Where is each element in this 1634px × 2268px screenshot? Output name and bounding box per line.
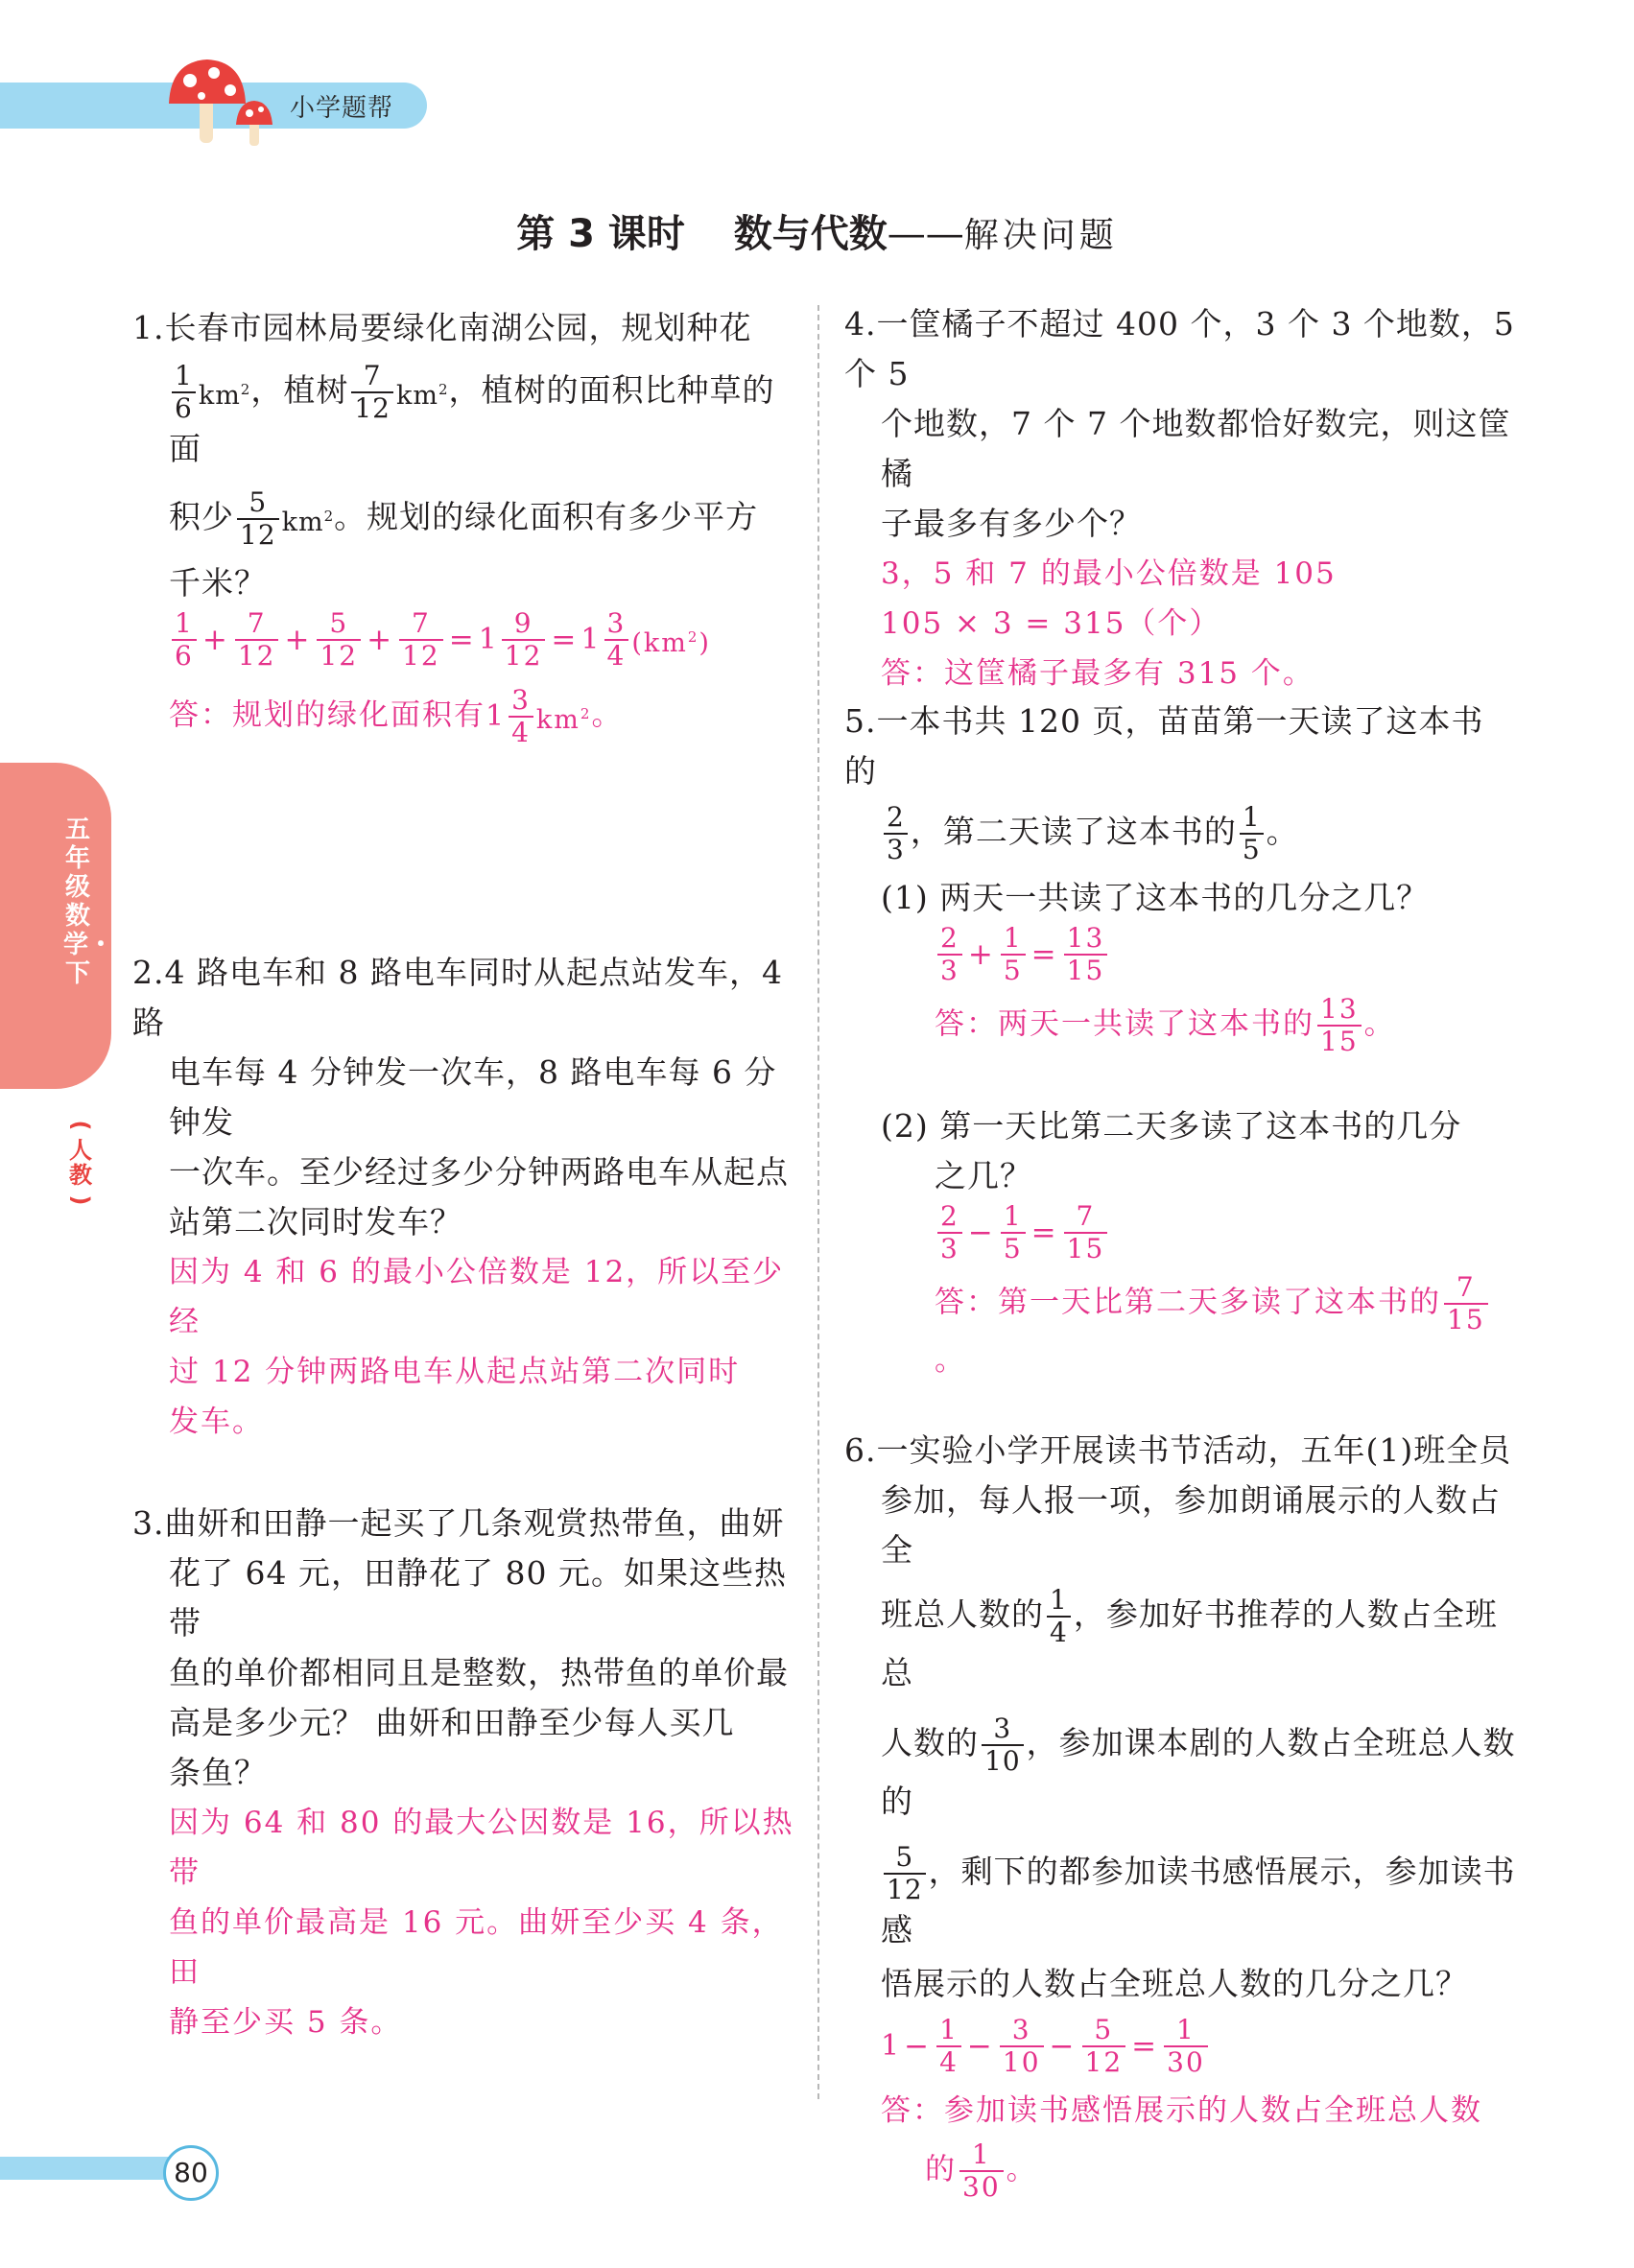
- question-1: 1.长春市园林局要绿化南湖公园，规划种花 $\frac{1}{6}$ $km^2$，植树 $\frac{7}{12}$ $km^2$，植树的面积比种草的面 积少 $\frac{5}{12}$ $km^2$。规划的绿化面积有多少平方 千米？ $\frac{1}{6}$ + $\frac{7}{12}$ + $\frac{5}{12}$ + $\frac{7}{12}$ = 1 $\frac{9}{12}$ = 1 $\frac{3}{4}$ $(km^2)$ 答：规划的绿化面积有1 $\frac{3}{4}$ $km^2$。: [132, 303, 794, 748]
- edition-label: ( 人教 ): [67, 1120, 94, 1206]
- subtopic-label: 解决问题: [963, 216, 1118, 255]
- question-6: 6.一实验小学开展读书节活动，五年(1)班全员 参加，每人报一项，参加朗诵展示的人数占全 班总人数的 $\frac{1}{4}$ ，参加好书推荐的人数占全班总 人数的 $\frac{3}{10}$ ，参加课本剧的人数占全班总人数的 $\frac{5}{12}$ ，剩下的都参加读书感悟展示，参加读书感 悟展示的人数占全班总人数的几分之几？ 1− $\frac{1}{4}$ − $\frac{3}{10}$ − $\frac{5}{12}$ = $\frac{1}{30}$ 答：参加读书感悟展示的人数占全班总人数 的 $\frac{1}{30}$ 。: [844, 1431, 1516, 2203]
- answer-text: 答：两天一共读了这本书的 $\frac{13}{15}$ 。: [935, 993, 1396, 1057]
- page-number: 80: [163, 2145, 219, 2201]
- fraction: $\frac{5}{12}$: [237, 487, 279, 551]
- answer-text: 答：第一天比第二天多读了这本书的 $\frac{7}{15}$ 。: [844, 1272, 1516, 1385]
- lesson-label: 第 3 课时: [516, 212, 685, 256]
- page-title: [0, 203, 1634, 258]
- answer-text: 因为 4 和 6 的最小公倍数是 12，所以至少经: [169, 1255, 785, 1339]
- question-text: 长春市园林局要绿化南湖公园，规划种花: [164, 309, 752, 346]
- mushroom-logo-icon: [161, 54, 286, 150]
- grade-label: 五年级数学・下: [63, 815, 114, 988]
- fraction: $\frac{1}{6}$: [172, 361, 196, 424]
- answer-text: 答：参加读书感悟展示的人数占全班总人数: [881, 2093, 1482, 2128]
- grade-side-tab: [0, 763, 114, 1089]
- title-dash: ——: [887, 212, 964, 256]
- answer-calc: 1− $\frac{1}{4}$ − $\frac{3}{10}$ − $\frac{5}{12}$ = $\frac{1}{30}$: [844, 2015, 1516, 2078]
- answer-text: 因为 64 和 80 的最大公因数是 16，所以热带: [169, 1806, 794, 1890]
- topic-label: 数与代数: [733, 212, 888, 256]
- answer-calc: $\frac{1}{6}$ + $\frac{7}{12}$ + $\frac{5}{12}$ + $\frac{7}{12}$ = 1 $\frac{9}{12}$ = 1 $\frac{3}{4}$ $(km^2)$: [132, 608, 794, 672]
- answer-text: 3，5 和 7 的最小公倍数是 105: [881, 556, 1337, 591]
- question-5: 5.一本书共 120 页，苗苗第一天读了这本书的 $\frac{2}{3}$ ，第二天读了这本书的 $\frac{1}{5}$ 。 (1) 两天一共读了这本书的几分之几？ $\frac{2}{3}$ + $\frac{1}{5}$ = $\frac{13}{15}$ 答：两天一共读了这本书的 $\frac{13}{15}$ 。 (2) 第一天比第二天多读了这本书的几分 之几？ $\frac{2}{3}$ − $\frac{1}{5}$ = $\frac{7}{15}$ 答：第一天比第二天多读了这本书的 $\frac{7}{15}$ 。: [844, 697, 1516, 1385]
- question-4: 4.一筐橘子不超过 400 个，3 个 3 个地数，5 个 5 个地数，7 个 7 个地数都恰好数完，则这筐橘 子最多有多少个？ 3，5 和 7 的最小公倍数是 105 105 × 3 = 315（个） 答：这筐橘子最多有 315 个。: [844, 305, 1515, 691]
- question-number: 1.: [132, 309, 165, 346]
- question-3: 3.曲妍和田静一起买了几条观赏热带鱼，曲妍 花了 64 元，田静花了 80 元。如果这些热带 鱼的单价都相同且是整数，热带鱼的单价最 高是多少元？ 曲妍和田静至少每人买几 条鱼？ 因为 64 和 80 的最大公因数是 16，所以热带 鱼的单价最高是 16 元。曲妍至少买 4 条，田 静至少买 5 条。: [132, 1504, 794, 2040]
- answer-text: 答：规划的绿化面积有1 $\frac{3}{4}$ $km^2$。: [169, 684, 624, 748]
- fraction: $\frac{7}{12}$: [351, 361, 393, 424]
- brand-name: 小学题帮: [290, 94, 394, 123]
- column-divider: [817, 305, 819, 2099]
- answer-calc: $\frac{2}{3}$ + $\frac{1}{5}$ = $\frac{13}{15}$: [844, 923, 1516, 986]
- question-2: 2.4 路电车和 8 路电车同时从起点站发车，4 路 电车每 4 分钟发一次车，8 路电车每 6 分钟发 一次车。至少经过多少分钟两路电车从起点 站第二次同时发车？ 因为 4 和 6 的最小公倍数是 12，所以至少经 过 12 分钟两路电车从起点站第二次同时 发车。: [132, 948, 794, 1447]
- answer-calc: $\frac{2}{3}$ − $\frac{1}{5}$ = $\frac{7}{15}$: [844, 1201, 1516, 1264]
